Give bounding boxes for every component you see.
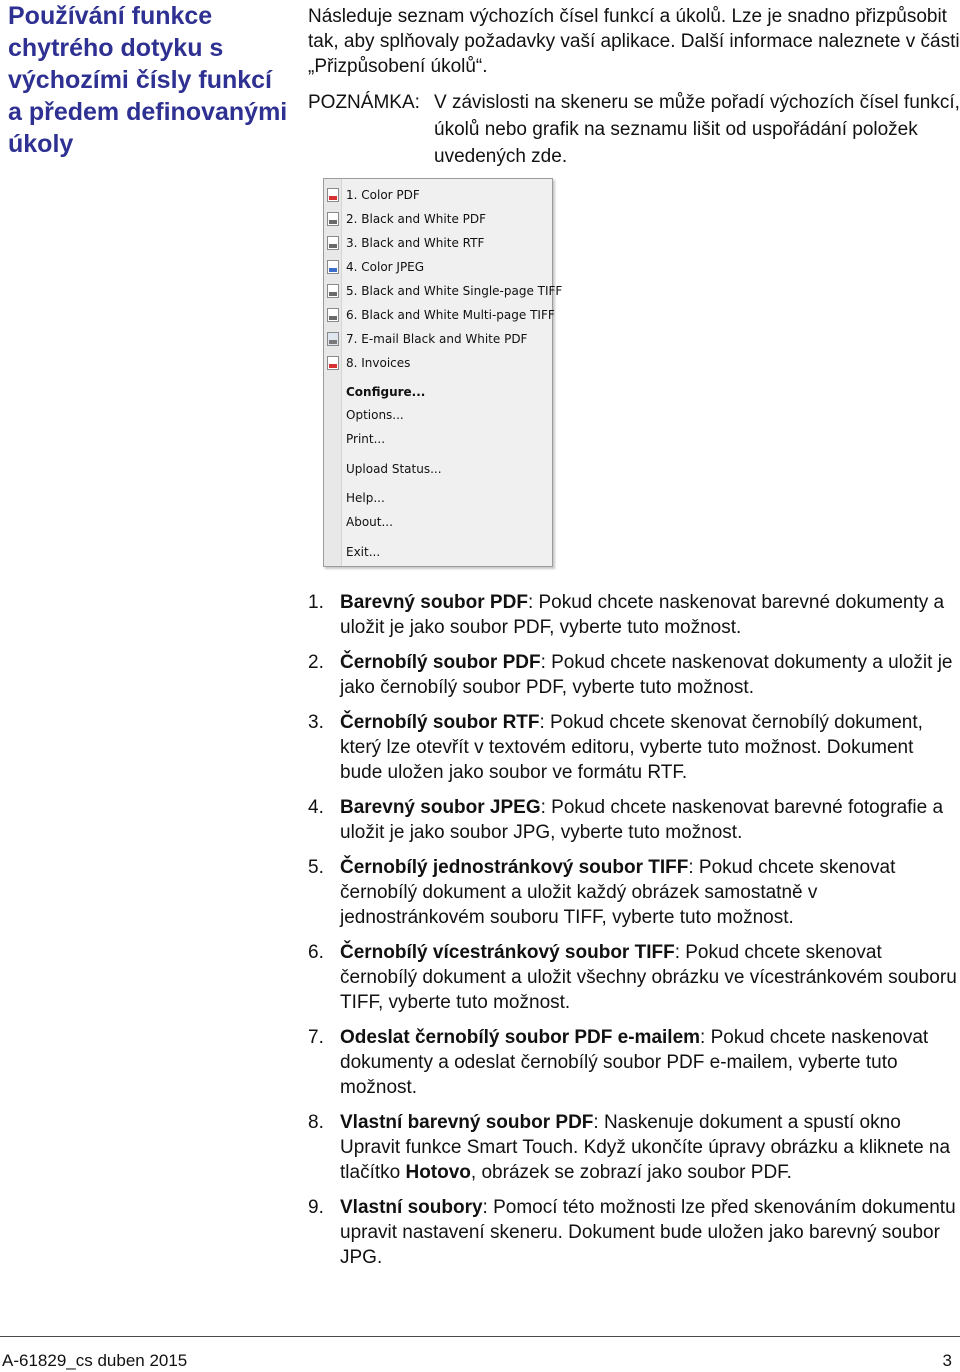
item-title: Vlastní barevný soubor PDF [340, 1112, 594, 1133]
item-description: : Pokud chcete naskenovat dokumenty a uložit je jako černobílý soubor PDF, vyberte tuto možnost. [340, 652, 953, 698]
list-item [308, 940, 960, 1015]
item-title: Odeslat černobílý soubor PDF e-mailem [340, 1027, 701, 1048]
item-description-end: , obrázek se zobrazí jako soubor PDF. [470, 1162, 792, 1183]
list-item [308, 1025, 960, 1100]
menu-item-label: 2. Black and White PDF [346, 212, 487, 226]
intro-paragraph: Následuje seznam výchozích čísel funkcí a úkolů. Lze je snadno přizpůsobit tak, aby splňovaly požadavky vaší aplikace. Další informace naleznete v části „Přizpůsobení úkolů“. [308, 6, 960, 77]
item-number: 7. [308, 1027, 324, 1048]
menu-item-configure[interactable]: Configure... [346, 385, 426, 399]
item-description: : Pokud chcete naskenovat barevné fotografie a uložit je jako soubor JPG, vyberte tuto možnost. [340, 797, 944, 843]
menu-item-label: 3. Black and White RTF [346, 236, 485, 250]
menu-item-upload-status[interactable]: Upload Status... [346, 462, 442, 476]
page-title: Používání funkce chytrého dotyku s výchozími čísly funkcí a předem definovanými úkoly [8, 2, 288, 158]
item-description: : Pokud chcete naskenovat dokumenty a odeslat černobílý soubor PDF e-mailem, vyberte tuto možnost. [340, 1027, 929, 1098]
item-description: : Pokud chcete skenovat černobílý dokument a uložit všechny obrázku ve vícestránkovém souboru TIFF, vyberte tuto možnost. [340, 942, 957, 1013]
item-title: Černobílý jednostránkový soubor TIFF [340, 857, 689, 878]
function-list [308, 590, 960, 1270]
item-number: 5. [308, 857, 324, 878]
color-jpeg-icon [327, 260, 339, 274]
list-item [308, 1195, 960, 1270]
list-item [308, 855, 960, 930]
item-title: Černobílý vícestránkový soubor TIFF [340, 942, 675, 963]
bw-tiff-multi-icon [327, 308, 339, 322]
context-menu-screenshot [323, 178, 563, 567]
item-number: 9. [308, 1197, 324, 1218]
bw-pdf-icon [327, 212, 339, 226]
item-number: 8. [308, 1112, 324, 1133]
menu-item-options[interactable]: Options... [346, 408, 404, 422]
document-id: A-61829_cs duben 2015 [2, 1351, 188, 1370]
item-title: Černobílý soubor PDF [340, 652, 541, 673]
item-description: : Naskenuje dokument a spustí okno Upravit funkce Smart Touch. Když ukončíte úpravy obrázku a kliknete na tlačítko [340, 1112, 951, 1183]
list-item [308, 590, 960, 640]
menu-item-label: 1. Color PDF [346, 188, 420, 202]
menu-item-label: 7. E-mail Black and White PDF [346, 332, 528, 346]
menu-item-print[interactable]: Print... [346, 432, 386, 446]
menu-item-bw-single-tiff[interactable] [346, 281, 562, 301]
item-number: 3. [308, 712, 324, 733]
bw-tiff-icon [327, 284, 339, 298]
menu-item-label: 8. Invoices [346, 356, 411, 370]
item-description: : Pomocí této možnosti lze před skenováním dokumentu upravit nastavení skeneru. Dokument bude uložen jako barevný soubor JPG. [340, 1197, 956, 1268]
menu-item-help[interactable]: Help... [346, 491, 385, 505]
item-number: 1. [308, 592, 324, 613]
note-label: POZNÁMKA: [308, 92, 420, 113]
item-title: Vlastní soubory [340, 1197, 483, 1218]
page-footer [0, 1336, 960, 1372]
item-description: : Pokud chcete skenovat černobílý dokument, který lze otevřít v textovém editoru, vyberte tuto možnost. Dokument bude uložen jako soubor ve formátu RTF. [340, 712, 923, 783]
invoices-icon [327, 356, 339, 370]
menu-item-label: 6. Black and White Multi-page TIFF [346, 308, 555, 322]
note-block [308, 89, 960, 170]
menu-item-email-bw-pdf[interactable] [346, 329, 527, 349]
page-number: 3 [942, 1351, 952, 1370]
menu-item-label: 5. Black and White Single-page TIFF [346, 284, 563, 298]
item-emphasis: Hotovo [405, 1162, 471, 1183]
item-title: Černobílý soubor RTF [340, 712, 540, 733]
item-title: Barevný soubor PDF [340, 592, 528, 613]
item-number: 4. [308, 797, 324, 818]
menu-item-exit[interactable]: Exit... [346, 545, 381, 559]
menu-item-label: 4. Color JPEG [346, 260, 425, 274]
menu-item-bw-pdf[interactable] [346, 209, 486, 229]
menu-item-color-jpeg[interactable] [346, 257, 424, 277]
menu-item-color-pdf[interactable] [346, 185, 420, 205]
note-text: V závislosti na skeneru se může pořadí výchozích čísel funkcí, úkolů nebo grafik na seznamu lišit od uspořádání položek uvedených zde. [434, 92, 960, 167]
item-title: Barevný soubor JPEG [340, 797, 541, 818]
menu-item-bw-multi-tiff[interactable] [346, 305, 555, 325]
menu-item-bw-rtf[interactable] [346, 233, 484, 253]
list-item [308, 710, 960, 785]
list-item [308, 650, 960, 700]
list-item [308, 1110, 960, 1185]
item-number: 2. [308, 652, 324, 673]
email-pdf-icon [327, 332, 339, 346]
menu-item-about[interactable]: About... [346, 515, 393, 529]
color-pdf-icon [327, 188, 339, 202]
bw-rtf-icon [327, 236, 339, 250]
menu-item-invoices[interactable] [346, 353, 410, 373]
item-description: : Pokud chcete naskenovat barevné dokumenty a uložit je jako soubor PDF, vyberte tuto možnost. [340, 592, 945, 638]
item-description: : Pokud chcete skenovat černobílý dokument a uložit každý obrázek samostatně v jednostránkovém souboru TIFF, vyberte tuto možnost. [340, 857, 896, 928]
item-number: 6. [308, 942, 324, 963]
list-item [308, 795, 960, 845]
